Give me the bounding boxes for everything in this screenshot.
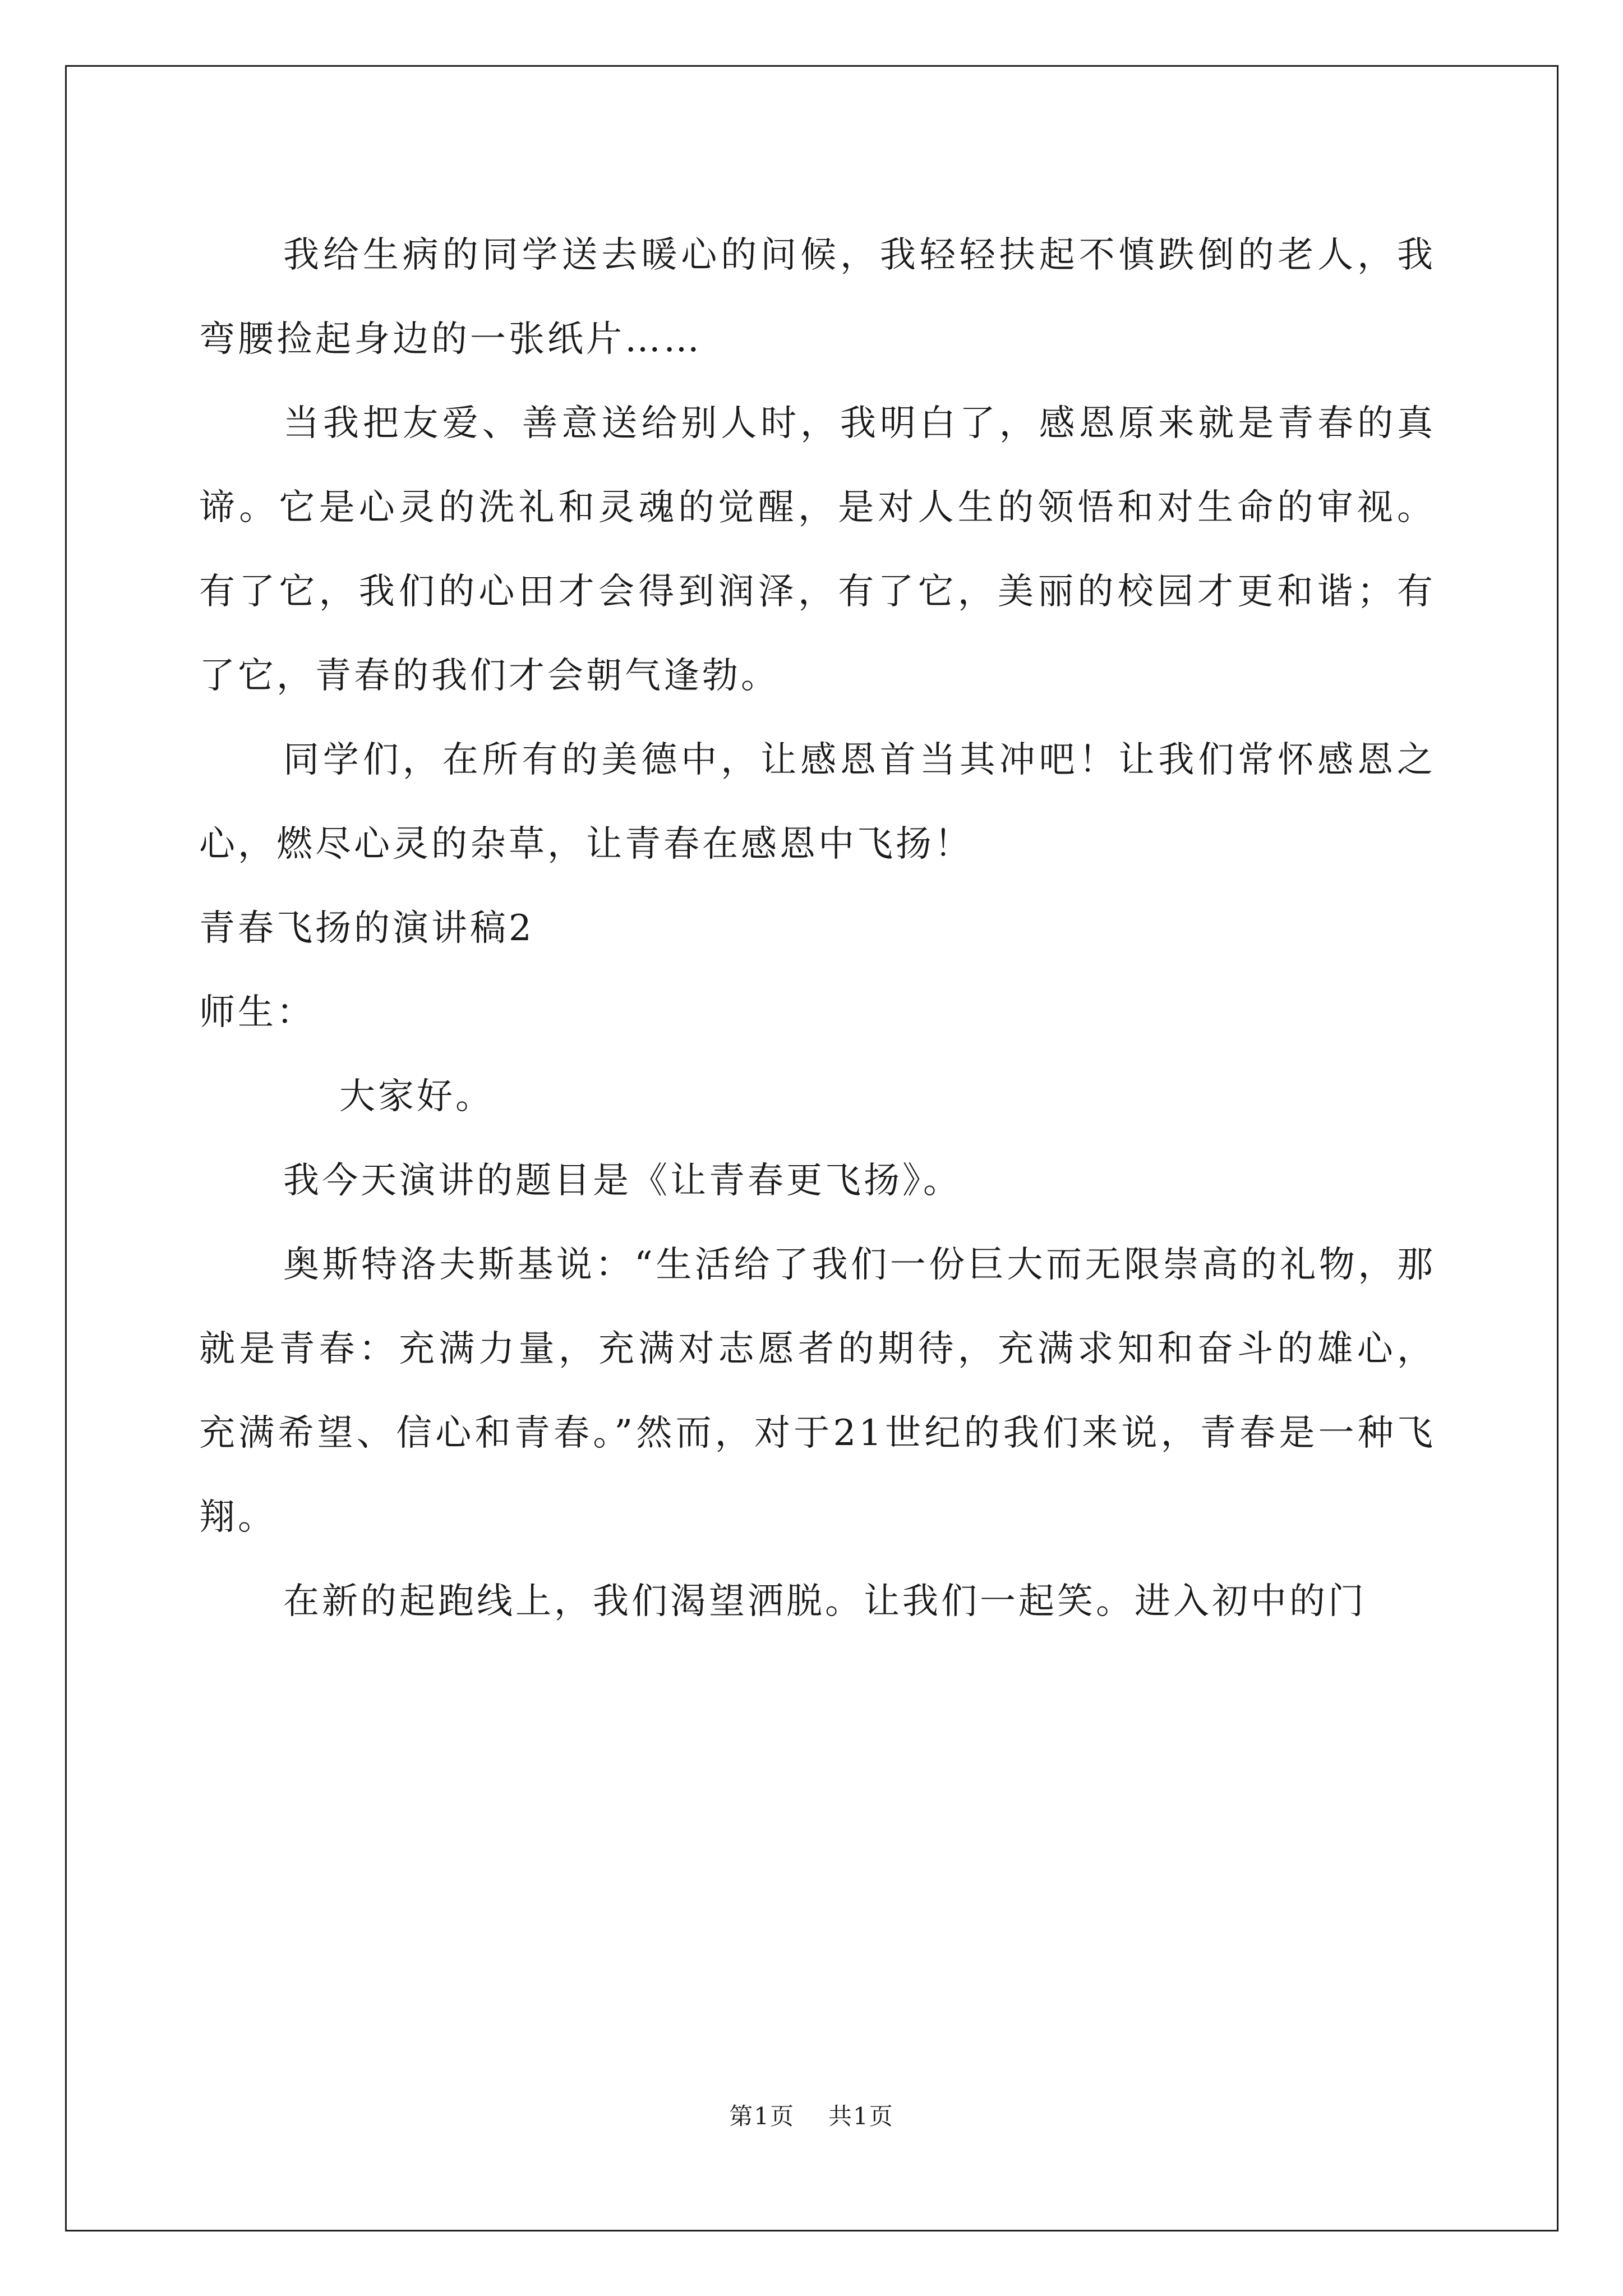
page-number: 第1页 [729,2102,795,2130]
paragraph: 同学们，在所有的美德中，让感恩首当其冲吧！让我们常怀感恩之心，燃尽心灵的杂草，让青春在感恩中飞扬！ [199,739,1436,865]
paragraph: 我给生病的同学送去暖心的问候，我轻轻扶起不慎跌倒的老人，我弯腰捡起身边的一张纸片…… [199,234,1436,360]
section-title: 青春飞扬的演讲稿2 [199,908,534,949]
paragraph: 奥斯特洛夫斯基说：“生活给了我们一份巨大而无限崇高的礼物，那就是青春：充满力量，充满对志愿者的期待，充满求知和奋斗的雄心，充满希望、信心和青春。”然而，对于21世纪的我们来说，青春是一种飞翔。 [199,1244,1436,1538]
salutation: 师生： [199,992,315,1033]
document-body [199,213,1436,1644]
paragraph: 当我把友爱、善意送给别人时，我明白了，感恩原来就是青春的真谛。它是心灵的洗礼和灵魂的觉醒，是对人生的领悟和对生命的审视。有了它，我们的心田才会得到润泽，有了它，美丽的校园才更和谐；有了它，青春的我们才会朝气逢勃。 [199,403,1436,697]
paragraph: 在新的起跑线上，我们渴望洒脱。让我们一起笑。进入初中的门 [283,1581,1367,1622]
page-total: 共1页 [828,2102,894,2130]
paragraph: 我今天演讲的题目是《让青春更飞扬》。 [283,1160,962,1202]
greeting: 大家好。 [339,1076,494,1117]
page-footer [0,2098,1623,2132]
